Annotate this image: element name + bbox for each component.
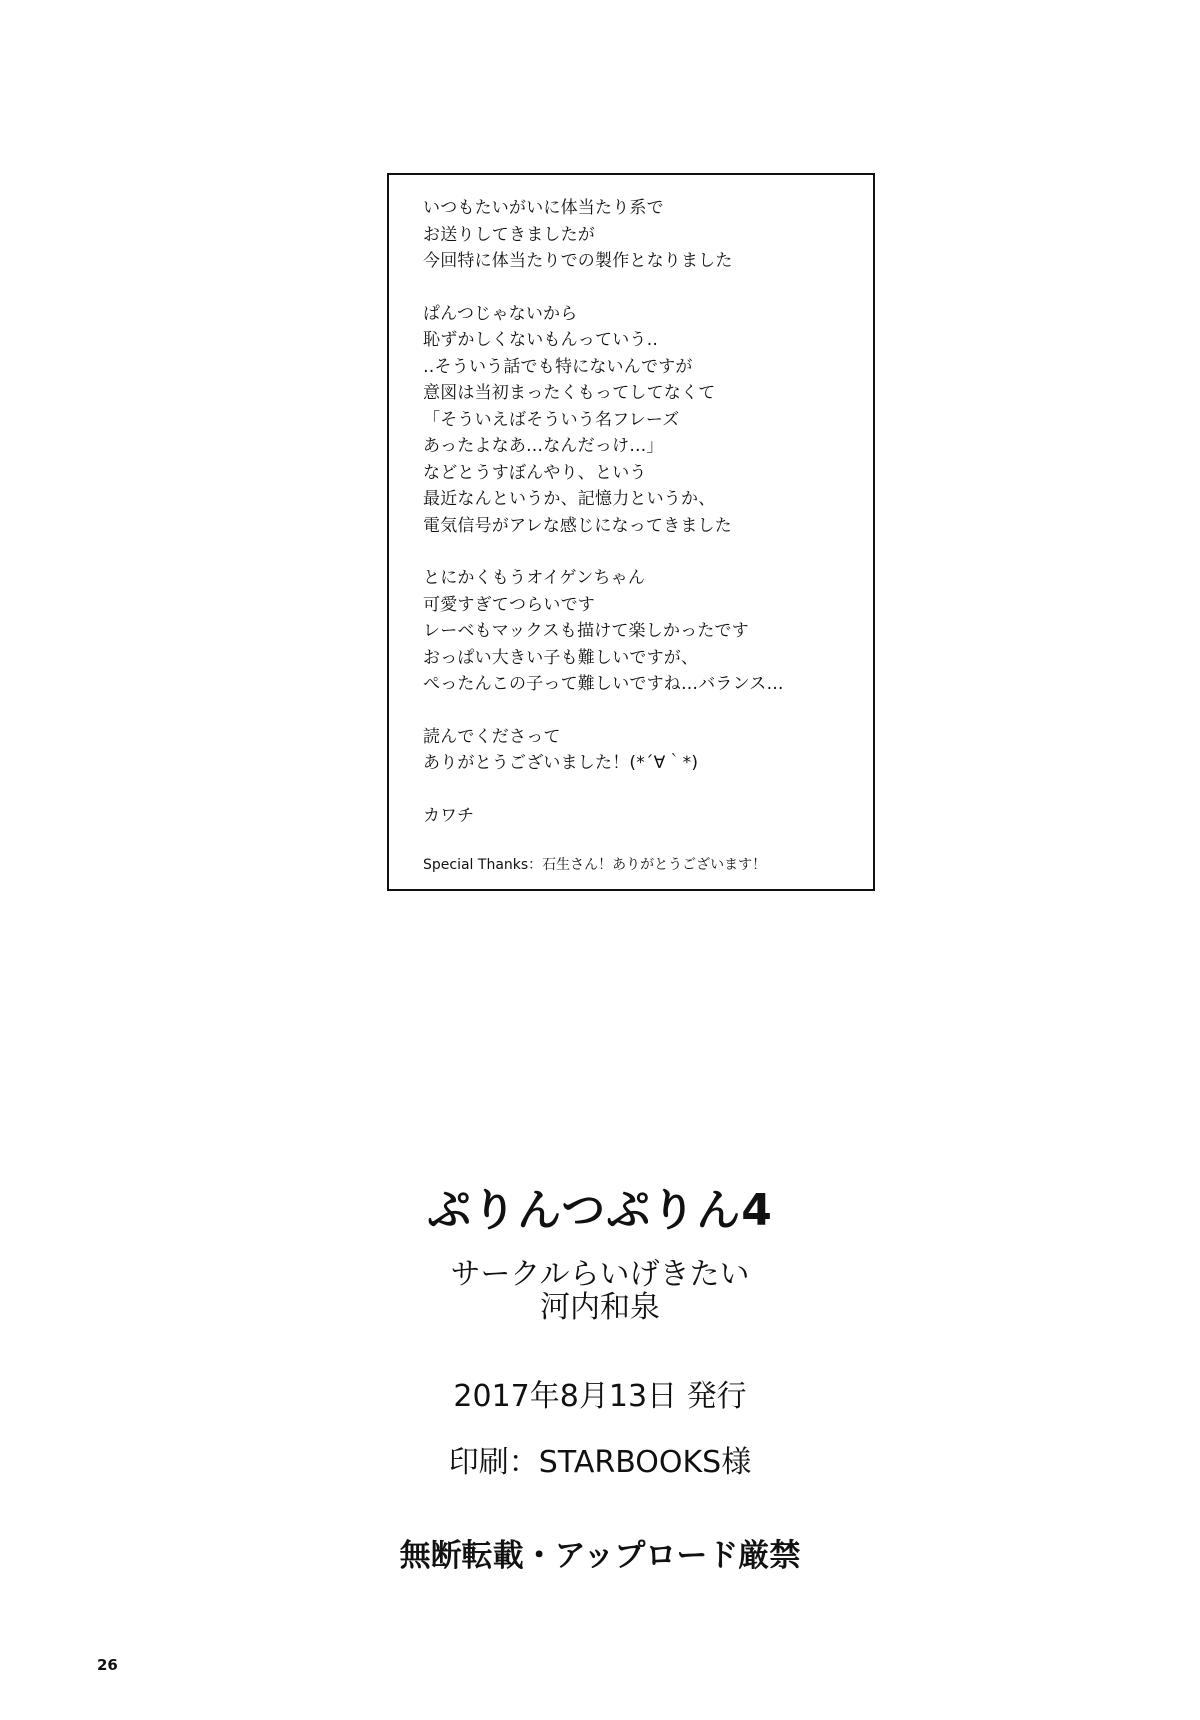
afterword-line: お送りしてきましたが bbox=[423, 224, 595, 245]
afterword-line: ‥そういう話でも特にないんですが bbox=[423, 356, 693, 377]
afterword-line: 今回特に体当たりでの製作となりました bbox=[423, 251, 733, 271]
special-thanks: Special Thanks：石生さん！ありがとうございます！ bbox=[423, 856, 767, 873]
reproduction-notice: 無断転載・アップロード厳禁 bbox=[399, 1538, 801, 1574]
author-signature: カワチ bbox=[423, 805, 474, 826]
afterword-line: 「そういえばそういう名フレーズ bbox=[423, 409, 680, 430]
afterword-box bbox=[387, 173, 875, 891]
page-number: 26 bbox=[97, 1656, 118, 1674]
afterword-paragraph-1 bbox=[423, 195, 873, 275]
afterword-line: 電気信号がアレな感じになってきました bbox=[423, 515, 732, 536]
afterword-line: レーベもマックスも描けて楽しかったです bbox=[423, 621, 749, 641]
afterword-paragraph-4 bbox=[423, 724, 873, 777]
printer-credit: 印刷：STARBOOKS様 bbox=[448, 1445, 752, 1480]
author-name: 河内和泉 bbox=[540, 1290, 660, 1325]
afterword-line: あったよなあ…なんだっけ…」 bbox=[423, 436, 664, 456]
afterword-line: おっぱい大きい子も難しいですが、 bbox=[423, 647, 699, 668]
afterword-line: 意図は当初まったくもってしてなくて bbox=[423, 383, 716, 403]
afterword-line: 可愛すぎてつらいです bbox=[423, 594, 595, 615]
afterword-paragraph-3 bbox=[423, 565, 873, 698]
afterword-line: 恥ずかしくないもんっていう‥ bbox=[423, 330, 659, 350]
afterword-line: などとうすぼんやり、という bbox=[423, 462, 647, 483]
afterword-line: 最近なんというか、記憶力というか、 bbox=[423, 489, 716, 509]
afterword-line: いつもたいがいに体当たり系で bbox=[423, 198, 664, 218]
afterword-line: ありがとうございました！(*´∀｀*) bbox=[423, 753, 699, 773]
publish-date: 2017年8月13日 発行 bbox=[453, 1379, 747, 1414]
afterword-line: 読んでくださって bbox=[423, 726, 561, 747]
circle-name: サークルらいげきたい bbox=[450, 1257, 750, 1292]
afterword-paragraph-2 bbox=[423, 301, 873, 540]
book-title: ぷりんつぷりん4 bbox=[427, 1185, 773, 1236]
afterword-line: とにかくもうオイゲンちゃん bbox=[423, 568, 646, 588]
afterword-line: ぱんつじゃないから bbox=[423, 303, 578, 324]
afterword-line: ぺったんこの子って難しいですね…バランス… bbox=[423, 674, 784, 694]
